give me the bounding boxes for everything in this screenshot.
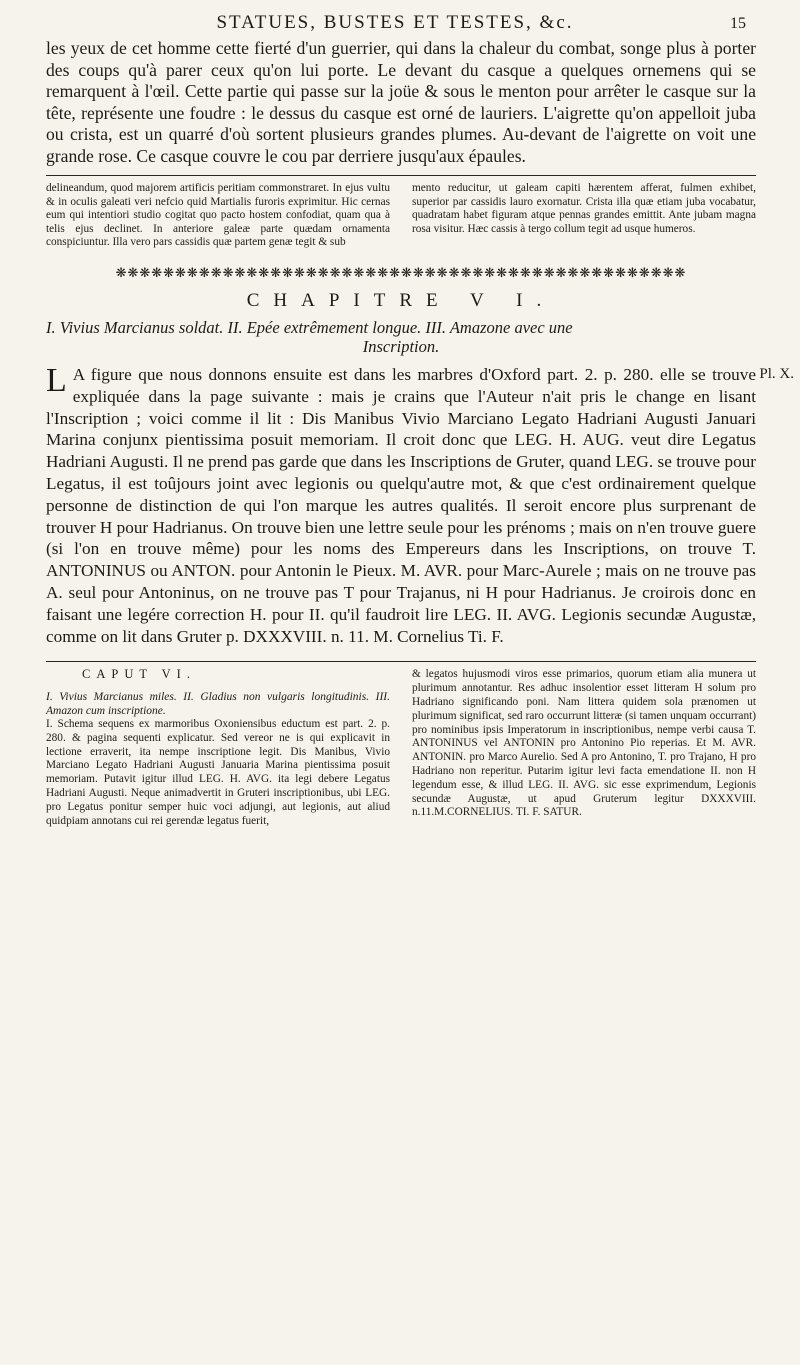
plate-reference: Pl. X. [759, 365, 794, 382]
latin-top-right-column [412, 182, 756, 250]
latin-bottom-columns [46, 668, 756, 828]
latin-top-left-column [46, 182, 390, 250]
caput-heading: CAPUT VI. [82, 667, 196, 682]
latin-bottom-left-column [46, 668, 390, 828]
latin-bottom-left-text: I. Schema sequens ex marmoribus Oxoniensibus eductum est part. 2. p. 280. & pagina sequenti explicatur. Sed vereor ne is qui explicavit in lectione erraverit, ita nempe inscriptione legit. Dis Manibus, Vivio Marciano Legato Hadriani Augusti Januaria Marina pientissima posuit memoriam. Putavit igitur illud LEG. H. AVG. ita legi debere Legatus Hadriani Augusti. Neque animadvertit in Gruteri inscriptionibus, ubi LEG. pro Legatus ponitur semper huic voci adjungi, aut legionis, aut aliud quidpiam annotans cui rei gerendæ legatus fuerit, [46, 717, 390, 827]
section-rule [46, 175, 756, 176]
page-number: 15 [730, 15, 746, 32]
latin-top-columns [46, 182, 756, 250]
latin-top-left-text: delineandum, quod majorem artificis peritiam commonstraret. In ejus vultu & in oculis galeati veri nefcio quid Martialis furoris exprimitur. Hic cernas eum qui intentiori studio cogitat quo pacto hostem confodiat, quam qua à telis ejus declinet. In anteriore galeæ parte quædam ornamenta conspiciuntur. Illa vero pars cassidis quæ partem genæ tegit & sub [46, 182, 390, 249]
main-french-body: A figure que nous donnons ensuite est dans les marbres d'Oxford part. 2. p. 280. elle se trouve expliquée dans la page suivante : mais je crains que l'Auteur n'ait pris le change en lisant l'Inscription ; voici comme il lit : Dis Manibus Vivio Marciano Legato Hadriani Augusti Januari Marina conjunx pientissima posuit memoriam. Il croit donc que LEG. H. AUG. veut dire Legatus Hadriani Augusti. Il ne prend pas garde que dans les Inscriptions de Gruter, quand LEG. se trouve pour Legatus, il est toûjours joint avec legionis ou quelqu'autre mot, & que c'est ordinairement quelque personne de distinction de qui l'on marque les autres qualités. Il seroit encore plus surprenant de trouver H pour Hadrianus. On trouve bien une lettre seule pour les prénoms ; mais on n'en trouve guere (si l'on en trouve même) pour les noms des Empereurs dans les Inscriptions, on trouve T. ANTONINUS ou ANTON. pour Antonin le Pieux. M. AVR. pour Marc-Aurele ; mais on ne trouve pas A. seul pour Antoninus, on ne trouve pas T pour Trajanus, ni H pour Hadrianus. Je croirois donc en faisant une legére correction H. pour II. qu'il faudroit lire LEG. II. AVG. Legionis secundæ Augustæ, comme on lit dans Gruter p. DXXXVIII. n. 11. M. Cornelius Ti. F. [46, 364, 756, 646]
french-paragraph-top: les yeux de cet homme cette fierté d'un guerrier, qui dans la chaleur du combat, songe plus à porter des coups qu'à parer ceux qu'on lui porte. Le devant du casque a quelques ornemens qui se remarquent à l'œil. Cette partie qui passe sur la joüe & sous le menton pour arrêter le casque sur la tête, représente une foudre : le dessus du casque est orné de lauriers. L'aigrette qu'on appelloit juba ou crista, est un quarré d'où sortent plusieurs grandes plumes. Au-devant de l'aigrette on voit une grande rose. Ce casque couvre le cou par derriere jusqu'aux épaules. [46, 38, 756, 166]
running-head [46, 12, 756, 34]
latin-bottom-right-text: & legatos hujusmodi viros esse primarios, quorum etiam alia munera ut plurimum annotantur. Res adhuc insolentior esset litteram H solum pro Hadriano significando poni. Nam littera quidem sola prænomen ut plurimum significat, sed raro occurrunt litteræ (si tamen unquam occurrant) pro nominibus ipsis Imperatorum in inscriptionibus, nempe verbi causa T. ANTONINUS vel ANTONIN pro Antonino Pio reperias. Et M. AVR. ANTONIN. pro Marco Aurelio. Sed A pro Antonino, T. pro Trajano, H pro Hadriano non reperitur. Putarim igitur levi facta emendatione II. non H legendum esse, & illud LEG. II. AVG. sic esse exprimendum, Legionis secundæ Augustæ, ut apud Gruterum legitur DXXXVIII. n.11.M.CORNELIUS. TI. F. SATUR. [412, 668, 756, 819]
ornamental-band: ❋❋❋❋❋❋❋❋❋❋❋❋❋❋❋❋❋❋❋❋❋❋❋❋❋❋❋❋❋❋❋❋❋❋❋❋❋❋❋❋❋❋❋❋❋❋❋❋ [115, 265, 687, 280]
chapter-summary-line1: I. Vivius Marcianus soldat. II. Epée extrêmement longue. III. Amazone avec une [46, 317, 573, 337]
running-head-title: STATUES, BUSTES ET TESTES, &c. [216, 12, 574, 33]
drop-capital: L [46, 361, 67, 399]
caput-summary: I. Vivius Marcianus miles. II. Gladius non vulgaris longitudinis. III. Amazon cum inscriptione. [46, 690, 390, 717]
latin-bottom-right-column [412, 668, 756, 828]
main-french-text [46, 361, 794, 647]
chapter-summary [46, 318, 756, 356]
chapter-heading: CHAPITRE V I. [246, 289, 556, 311]
latin-top-right-text: mento reducitur, ut galeam capiti hærentem afferat, fulmen exhibet, superior par cassidis lauro exornatur. Crista illa quæ etiam juba vocabatur, quadratam habet figuram atque pennas grandes emittit. Ante jubam magna rosa visitur. Hæc cassis à tergo collum tegit ad usque humeros. [412, 182, 756, 235]
section-rule-bottom [46, 661, 756, 662]
chapter-summary-line2: Inscription. [362, 336, 440, 356]
